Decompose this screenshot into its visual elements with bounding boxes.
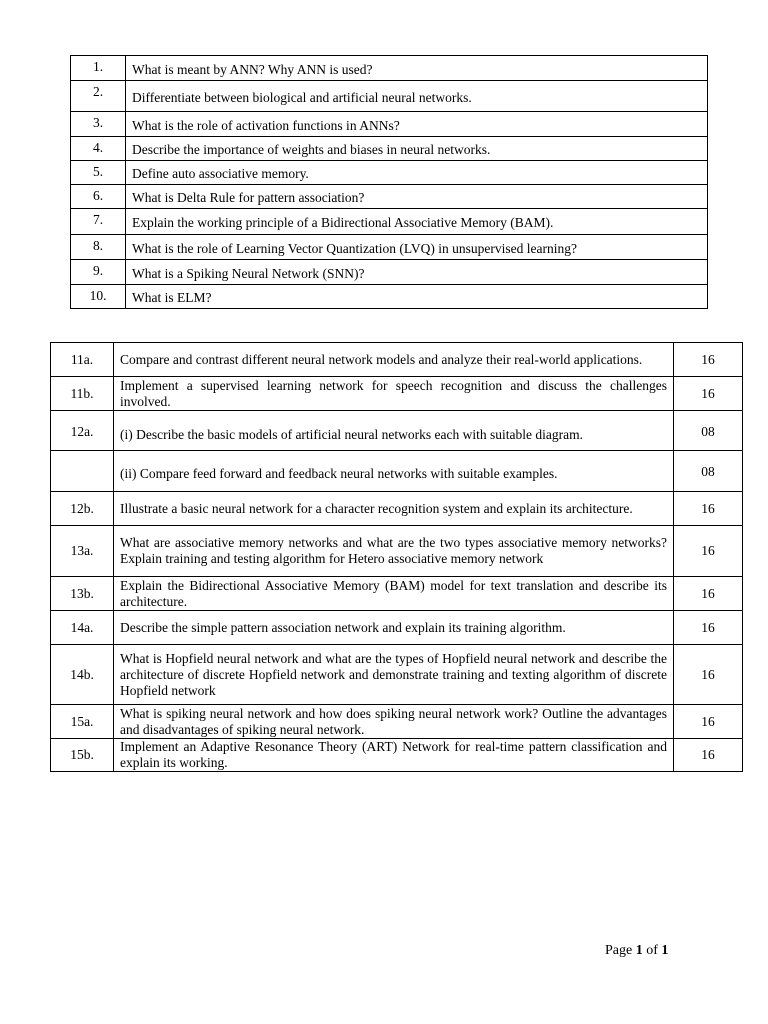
question-text: What is the role of activation functions in ANNs?: [126, 112, 708, 137]
question-text: What is ELM?: [126, 285, 708, 309]
question-marks: 16: [674, 645, 743, 705]
question-text: Explain the Bidirectional Associative Memory (BAM) model for text translation and describe its architecture.: [114, 577, 674, 611]
table-row: [51, 645, 743, 705]
table-row: [51, 526, 743, 577]
question-text: Implement an Adaptive Resonance Theory (ART) Network for real-time pattern classification and explain its working.: [114, 739, 674, 772]
question-marks: 16: [674, 377, 743, 411]
table-row: [51, 343, 743, 377]
question-marks: 08: [674, 411, 743, 451]
question-number: 1.: [71, 56, 126, 81]
table-row: [71, 161, 708, 185]
question-text: Illustrate a basic neural network for a character recognition system and explain its architecture.: [114, 492, 674, 526]
question-number: 14a.: [51, 611, 114, 645]
part-b-table: [50, 342, 743, 772]
question-number: [51, 451, 114, 492]
table-row: [51, 611, 743, 645]
table-row: [51, 577, 743, 611]
question-number: 2.: [71, 81, 126, 112]
question-number: 4.: [71, 137, 126, 161]
question-text: (ii) Compare feed forward and feedback neural networks with suitable examples.: [114, 451, 674, 492]
question-text: What is Delta Rule for pattern association?: [126, 185, 708, 209]
question-number: 15b.: [51, 739, 114, 772]
question-number: 9.: [71, 260, 126, 285]
question-number: 7.: [71, 209, 126, 235]
question-text: Describe the simple pattern association network and explain its training algorithm.: [114, 611, 674, 645]
table-row: [71, 260, 708, 285]
question-text: What is a Spiking Neural Network (SNN)?: [126, 260, 708, 285]
table-row: [71, 112, 708, 137]
question-text: What are associative memory networks and what are the two types associative memory networks? Explain training and testing algorithm for Hetero associative memory network: [114, 526, 674, 577]
question-number: 12a.: [51, 411, 114, 451]
question-marks: 16: [674, 577, 743, 611]
table-row: [71, 185, 708, 209]
question-marks: 16: [674, 611, 743, 645]
question-number: 3.: [71, 112, 126, 137]
current-page: 1: [635, 943, 643, 958]
question-number: 10.: [71, 285, 126, 309]
table-row: [51, 377, 743, 411]
question-text: Differentiate between biological and artificial neural networks.: [126, 81, 708, 112]
question-number: 6.: [71, 185, 126, 209]
question-number: 15a.: [51, 705, 114, 739]
question-marks: 16: [674, 526, 743, 577]
question-text: What is meant by ANN? Why ANN is used?: [126, 56, 708, 81]
table-row: [51, 492, 743, 526]
table-row: [51, 739, 743, 772]
question-marks: 16: [674, 705, 743, 739]
page-number: [605, 943, 668, 959]
question-text: What is Hopfield neural network and what are the types of Hopfield neural network and describe the architecture of discrete Hopfield network and demonstrate training and texting algorithm of discrete Hopfield network: [114, 645, 674, 705]
question-text: What is spiking neural network and how does spiking neural network work? Outline the advantages and disadvantages of spiking neural network.: [114, 705, 674, 739]
table-row: [71, 235, 708, 260]
table-row: [71, 137, 708, 161]
question-text: (i) Describe the basic models of artificial neural networks each with suitable diagram.: [114, 411, 674, 451]
page-label: Page: [605, 943, 633, 958]
question-number: 14b.: [51, 645, 114, 705]
part-a-table: [70, 55, 708, 309]
question-text: What is the role of Learning Vector Quantization (LVQ) in unsupervised learning?: [126, 235, 708, 260]
question-text: Compare and contrast different neural network models and analyze their real-world applications.: [114, 343, 674, 377]
table-row: [51, 451, 743, 492]
table-row: [71, 81, 708, 112]
total-pages: 1: [661, 943, 669, 958]
question-number: 11a.: [51, 343, 114, 377]
table-row: [71, 209, 708, 235]
question-number: 11b.: [51, 377, 114, 411]
question-marks: 16: [674, 343, 743, 377]
table-row: [51, 705, 743, 739]
table-row: [71, 56, 708, 81]
question-number: 8.: [71, 235, 126, 260]
question-text: Implement a supervised learning network for speech recognition and discuss the challenges involved.: [114, 377, 674, 411]
table-row: [71, 285, 708, 309]
question-text: Describe the importance of weights and biases in neural networks.: [126, 137, 708, 161]
question-marks: 16: [674, 739, 743, 772]
question-marks: 16: [674, 492, 743, 526]
question-text: Define auto associative memory.: [126, 161, 708, 185]
question-text: Explain the working principle of a Bidirectional Associative Memory (BAM).: [126, 209, 708, 235]
table-row: [51, 411, 743, 451]
question-number: 5.: [71, 161, 126, 185]
of-label: of: [646, 943, 658, 958]
question-marks: 08: [674, 451, 743, 492]
question-number: 13a.: [51, 526, 114, 577]
question-number: 12b.: [51, 492, 114, 526]
question-number: 13b.: [51, 577, 114, 611]
